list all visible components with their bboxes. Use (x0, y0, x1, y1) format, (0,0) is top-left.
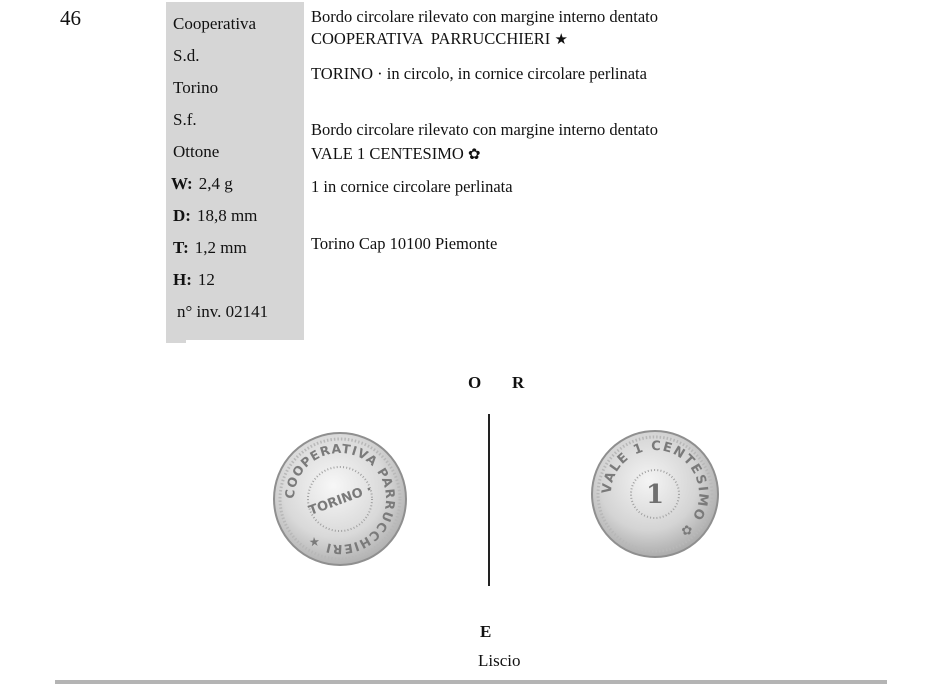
edge-label: E (480, 622, 492, 641)
bottom-rule (55, 680, 887, 684)
weight-key: W: (171, 174, 193, 193)
diameter-row (173, 206, 257, 226)
reverse-legend-text: VALE 1 CENTESIMO (311, 144, 464, 163)
entry-number: 46 (60, 6, 81, 30)
city-label: Torino (173, 78, 219, 97)
axis-row (173, 270, 215, 290)
date-label: S.d. (173, 46, 200, 65)
diameter-value: 18,8 mm (196, 206, 258, 225)
thickness-key: T: (173, 238, 189, 257)
axis-value: 12 (197, 270, 215, 289)
coin-inner-legend: TORINO · (306, 482, 375, 519)
diameter-key: D: (173, 206, 191, 225)
weight-value: 2,4 g (198, 174, 233, 193)
coin-value-numeral: 1 (645, 480, 665, 510)
obverse-side-label: O (468, 373, 482, 392)
coin-outer-legend: VALE 1 CENTESIMO ✿ (599, 438, 711, 540)
maker-label: S.f. (173, 110, 197, 129)
star-icon: ★ (554, 30, 568, 48)
inventory-label: n° inv. 02141 (177, 302, 269, 321)
coin-outer-legend: COOPERATIVA PARRUCCHIERI ★ (281, 440, 399, 558)
thickness-value: 1,2 mm (194, 238, 247, 257)
reverse-side-label: R (512, 373, 525, 392)
reverse-coin-image (588, 427, 722, 561)
reverse-border-desc: Bordo circolare rilevato con margine interno dentato (311, 120, 658, 139)
thickness-row (173, 238, 247, 258)
weight-row (171, 174, 233, 194)
metadata-panel-tail (166, 338, 186, 343)
obverse-field-desc: TORINO · in circolo, in cornice circolare perlinata (311, 64, 647, 83)
flower-icon: ✿ (467, 145, 481, 163)
address-line: Torino Cap 10100 Piemonte (311, 234, 498, 253)
obverse-legend-text: COOPERATIVA PARRUCCHIERI (311, 29, 551, 48)
metal-label: Ottone (173, 142, 220, 161)
obverse-legend (311, 29, 568, 49)
obverse-coin-image (270, 429, 410, 569)
obverse-border-desc: Bordo circolare rilevato con margine interno dentato (311, 7, 658, 26)
axis-key: H: (173, 270, 192, 289)
reverse-field-desc: 1 in cornice circolare perlinata (311, 177, 513, 196)
sides-divider (488, 414, 490, 586)
issuer-label: Cooperativa (173, 14, 257, 33)
edge-description: Liscio (478, 651, 521, 670)
reverse-legend (311, 144, 480, 164)
